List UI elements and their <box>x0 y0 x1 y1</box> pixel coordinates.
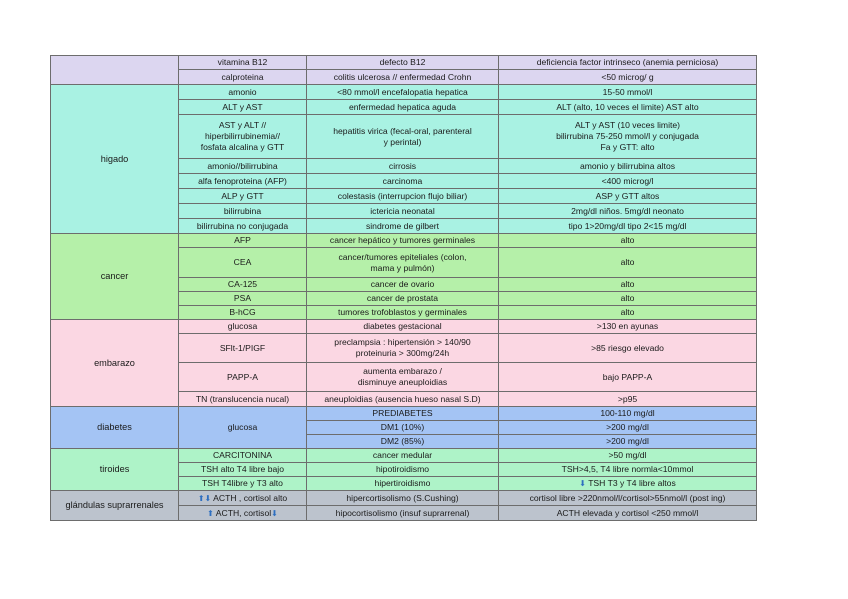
table-row <box>51 234 757 248</box>
category-cell: glándulas suprarrenales <box>51 491 179 521</box>
value-cell: cortisol libre >220nmol/l/cortisol>55nmol/l (post ing) <box>499 491 757 506</box>
condition-cell <box>307 115 499 159</box>
condition-cell: hipotiroidismo <box>307 463 499 477</box>
value-cell: ACTH elevada y cortisol <250 mmol/l <box>499 506 757 521</box>
condition-cell <box>307 248 499 278</box>
condition-line: y perintal) <box>383 136 422 147</box>
table-row <box>51 320 757 334</box>
value-cell: TSH>4,5, T4 libre normla<10mmol <box>499 463 757 477</box>
test-cell <box>179 115 307 159</box>
test-cell: glucosa <box>179 407 307 449</box>
value-cell: ALT (alto, 10 veces el limite) AST alto <box>499 100 757 115</box>
test-cell <box>179 491 307 506</box>
condition-line: cancer/tumores epiteliales (colon, <box>338 251 467 262</box>
test-cell: SFlt-1/PIGF <box>179 334 307 363</box>
value-cell: >85 riesgo elevado <box>499 334 757 363</box>
condition-cell: PREDIABETES <box>307 407 499 421</box>
condition-line: disminuye aneuploidias <box>357 377 448 387</box>
table-row <box>51 85 757 100</box>
value-cell: 100-110 mg/dl <box>499 407 757 421</box>
condition-cell: sindrome de gilbert <box>307 219 499 234</box>
test-cell: bilirrubina <box>179 204 307 219</box>
condition-cell: hipertiroidismo <box>307 477 499 491</box>
test-line: fosfata alcalina y GTT <box>200 142 285 152</box>
test-cell: PSA <box>179 292 307 306</box>
category-cell: cancer <box>51 234 179 320</box>
test-cell: amonio//bilirrubina <box>179 159 307 174</box>
down-arrow-icon: ⬇ <box>271 508 278 518</box>
condition-cell: cancer hepático y tumores germinales <box>307 234 499 248</box>
test-text: ACTH, cortisol <box>215 507 272 518</box>
condition-cell: <80 mmol/l encefalopatia hepatica <box>307 85 499 100</box>
condition-cell: defecto B12 <box>307 56 499 70</box>
down-arrow-icon: ⬇ <box>579 479 586 488</box>
condition-cell: colitis ulcerosa // enfermedad Crohn <box>307 70 499 85</box>
table-row <box>51 449 757 463</box>
test-cell: TSH alto T4 libre bajo <box>179 463 307 477</box>
table-row <box>51 56 757 70</box>
table-row <box>51 491 757 506</box>
condition-cell: cirrosis <box>307 159 499 174</box>
value-cell: 2mg/dl niños. 5mg/dl neonato <box>499 204 757 219</box>
category-cell: diabetes <box>51 407 179 449</box>
condition-cell: diabetes gestacional <box>307 320 499 334</box>
condition-cell: DM1 (10%) <box>307 421 499 435</box>
test-line: hiperbilirrubinemia// <box>205 131 280 141</box>
test-cell: calproteina <box>179 70 307 85</box>
test-cell: B-hCG <box>179 306 307 320</box>
value-cell: bajo PAPP-A <box>499 363 757 392</box>
value-cell: 15-50 mmol/l <box>499 85 757 100</box>
value-line: Fa y GTT: alto <box>600 142 655 152</box>
test-cell: CARCITONINA <box>179 449 307 463</box>
value-line: ALT y AST (10 veces limite) <box>574 120 681 130</box>
category-cell: embarazo <box>51 320 179 407</box>
value-cell: ASP y GTT altos <box>499 189 757 204</box>
condition-cell: enfermedad hepatica aguda <box>307 100 499 115</box>
test-cell: CEA <box>179 248 307 278</box>
condition-cell: ictericia neonatal <box>307 204 499 219</box>
test-cell <box>179 506 307 521</box>
value-cell: >200 mg/dl <box>499 421 757 435</box>
value-cell: tipo 1>20mg/dl tipo 2<15 mg/dl <box>499 219 757 234</box>
condition-line: aumenta embarazo / <box>363 366 442 376</box>
test-cell: TN (translucencia nucal) <box>179 392 307 407</box>
value-cell: >200 mg/dl <box>499 435 757 449</box>
test-cell: ALT y AST <box>179 100 307 115</box>
value-line: bilirrubina 75-250 mmol/l y conjugada <box>556 131 699 141</box>
test-line: AST y ALT // <box>218 120 267 130</box>
condition-line: mama y pulmón) <box>370 262 435 273</box>
category-cell <box>51 56 179 85</box>
table-row <box>51 407 757 421</box>
value-cell: deficiencia factor intrinseco (anemia perniciosa) <box>499 56 757 70</box>
condition-cell: aneuploidias (ausencia hueso nasal S.D) <box>307 392 499 407</box>
value-cell: >50 mg/dl <box>499 449 757 463</box>
condition-cell: carcinoma <box>307 174 499 189</box>
condition-cell: hipercortisolismo (S.Cushing) <box>307 491 499 506</box>
condition-cell: DM2 (85%) <box>307 435 499 449</box>
test-cell: CA-125 <box>179 278 307 292</box>
condition-line: proteinuria > 300mg/24h <box>355 348 450 358</box>
lab-reference-table <box>50 55 757 521</box>
category-cell: higado <box>51 85 179 234</box>
test-cell: vitamina B12 <box>179 56 307 70</box>
condition-cell: colestasis (interrupcion flujo biliar) <box>307 189 499 204</box>
value-text: TSH T3 y T4 libre altos <box>588 478 676 488</box>
test-cell: PAPP-A <box>179 363 307 392</box>
value-cell: alto <box>499 248 757 278</box>
test-cell: amonio <box>179 85 307 100</box>
condition-cell: hipocortisolismo (insuf suprarrenal) <box>307 506 499 521</box>
value-cell: <400 microg/l <box>499 174 757 189</box>
test-cell: glucosa <box>179 320 307 334</box>
value-cell: amonio y bilirrubina altos <box>499 159 757 174</box>
value-cell: alto <box>499 292 757 306</box>
test-cell: TSH T4libre y T3 alto <box>179 477 307 491</box>
value-cell: <50 microg/ g <box>499 70 757 85</box>
test-cell: AFP <box>179 234 307 248</box>
test-cell: alfa fenoproteina (AFP) <box>179 174 307 189</box>
condition-line: hepatitis virica (fecal-oral, parenteral <box>333 125 472 136</box>
value-cell: >130 en ayunas <box>499 320 757 334</box>
value-cell <box>499 115 757 159</box>
test-cell: bilirrubina no conjugada <box>179 219 307 234</box>
test-text: ACTH , cortisol alto <box>213 492 288 503</box>
value-cell: >p95 <box>499 392 757 407</box>
up-arrow-icon: ⬆ <box>207 508 214 518</box>
condition-line: preclampsia : hipertensión > 140/90 <box>334 337 471 347</box>
condition-cell: tumores trofoblastos y germinales <box>307 306 499 320</box>
condition-cell: cancer medular <box>307 449 499 463</box>
category-cell: tiroides <box>51 449 179 491</box>
down-arrow-icon: ⬇ <box>204 493 212 503</box>
test-cell: ALP y GTT <box>179 189 307 204</box>
value-cell: alto <box>499 278 757 292</box>
value-cell: alto <box>499 306 757 320</box>
condition-cell: cancer de prostata <box>307 292 499 306</box>
value-cell: alto <box>499 234 757 248</box>
condition-cell <box>307 363 499 392</box>
up-arrow-icon: ⬆ <box>197 493 205 503</box>
value-cell <box>499 477 757 491</box>
condition-cell <box>307 334 499 363</box>
condition-cell: cancer de ovario <box>307 278 499 292</box>
